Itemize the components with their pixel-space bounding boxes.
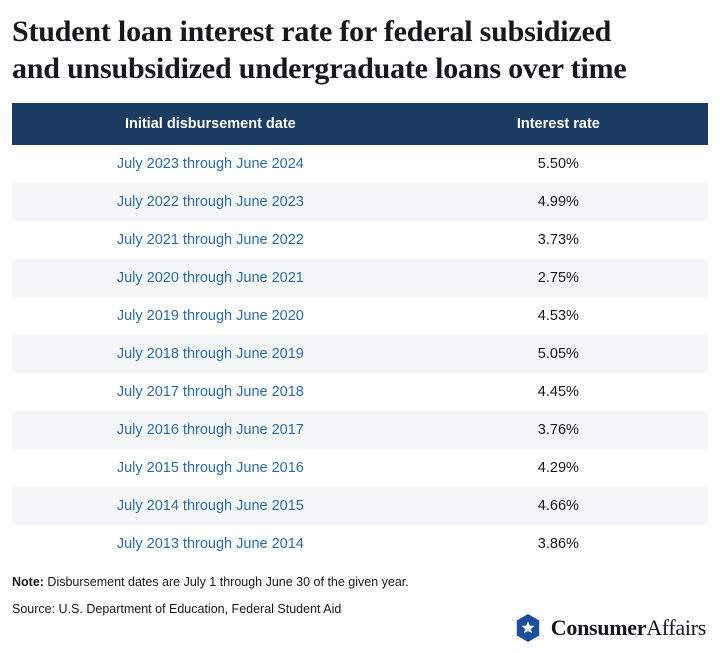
brand-logo xyxy=(513,613,706,643)
brand-consumer: Consumer xyxy=(550,615,647,641)
table-body xyxy=(12,145,708,563)
cell-interest-rate: 2.75% xyxy=(537,270,579,287)
table-row xyxy=(12,411,708,449)
cell-disbursement-date[interactable]: July 2023 through June 2024 xyxy=(116,156,304,173)
column-header-rate: Interest rate xyxy=(409,103,708,145)
column-header-date: Initial disbursement date xyxy=(12,103,409,145)
cell-interest-rate: 4.53% xyxy=(537,308,579,325)
table-row xyxy=(12,297,708,335)
table-header xyxy=(12,103,708,145)
table-row xyxy=(12,259,708,297)
table-row xyxy=(12,525,708,563)
table-row xyxy=(12,373,708,411)
cell-interest-rate: 5.50% xyxy=(537,156,579,173)
cell-interest-rate: 5.05% xyxy=(537,346,579,363)
source-text: Source: U.S. Department of Education, Federal Student Aid xyxy=(12,602,342,617)
cell-disbursement-date[interactable]: July 2014 through June 2015 xyxy=(116,498,304,515)
cell-disbursement-date[interactable]: July 2020 through June 2021 xyxy=(116,270,304,287)
page-title: Student loan interest rate for federal subsidized and unsubsidized undergraduate loans over time xyxy=(12,15,627,85)
cell-disbursement-date[interactable]: July 2016 through June 2017 xyxy=(116,422,304,439)
cell-interest-rate: 3.76% xyxy=(537,422,579,439)
note-label: Note: xyxy=(12,575,44,590)
cell-interest-rate: 4.45% xyxy=(537,384,579,401)
table-row xyxy=(12,487,708,525)
table-row xyxy=(12,145,708,183)
table-row xyxy=(12,335,708,373)
cell-disbursement-date[interactable]: July 2013 through June 2014 xyxy=(116,536,304,553)
table-header-row xyxy=(12,103,708,145)
cell-interest-rate: 4.29% xyxy=(537,460,579,477)
brand-wordmark xyxy=(551,615,706,641)
table-row xyxy=(12,183,708,221)
cell-disbursement-date[interactable]: July 2015 through June 2016 xyxy=(116,460,304,477)
note-text xyxy=(12,573,442,591)
cell-disbursement-date[interactable]: July 2017 through June 2018 xyxy=(116,384,304,401)
cell-interest-rate: 4.99% xyxy=(537,194,579,211)
cell-interest-rate: 4.66% xyxy=(537,498,579,515)
consumeraffairs-badge-icon xyxy=(513,613,543,643)
cell-disbursement-date[interactable]: July 2019 through June 2020 xyxy=(116,308,304,325)
footer xyxy=(12,573,708,645)
brand-affairs: Affairs xyxy=(646,615,706,641)
cell-disbursement-date[interactable]: July 2022 through June 2023 xyxy=(116,194,304,211)
note-body: Disbursement dates are July 1 through June 30 of the given year. xyxy=(43,575,409,590)
cell-disbursement-date[interactable]: July 2018 through June 2019 xyxy=(116,346,304,363)
cell-interest-rate: 3.86% xyxy=(537,536,579,553)
table-row xyxy=(12,449,708,487)
table-row xyxy=(12,221,708,259)
cell-disbursement-date[interactable]: July 2021 through June 2022 xyxy=(116,232,304,249)
cell-interest-rate: 3.73% xyxy=(537,232,579,249)
interest-rate-table xyxy=(12,103,708,563)
